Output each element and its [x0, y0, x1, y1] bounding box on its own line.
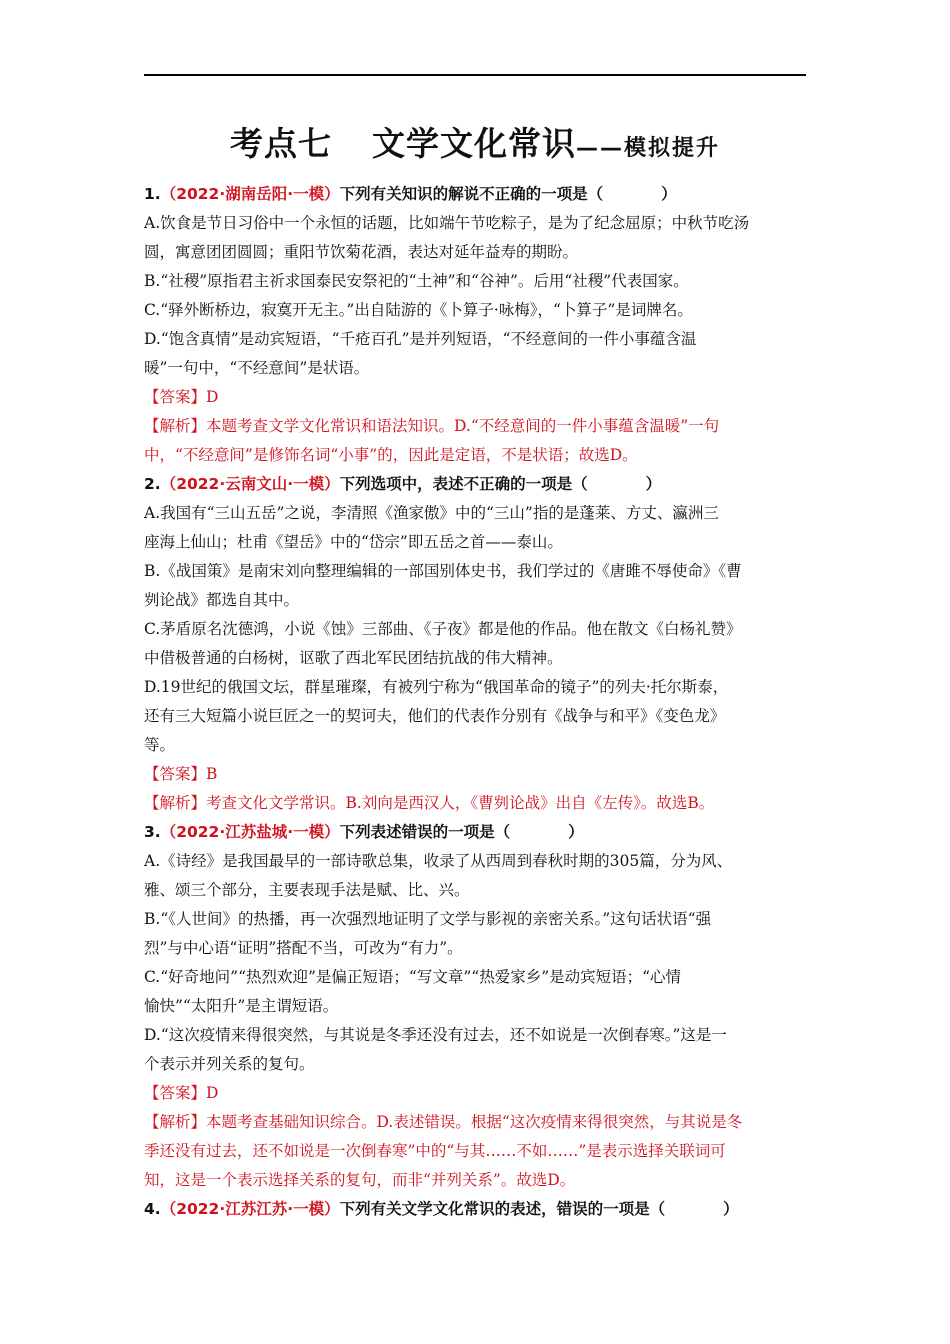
question-3-option-line: C.“好奇地问”“热烈欢迎”是偏正短语；“写文章”“热爱家乡”是动宾短语；“心情	[144, 968, 682, 986]
question-2-option-line: 等。	[144, 736, 176, 754]
question-3-option-line: 雅、颂三个部分，主要表现手法是赋、比、兴。	[144, 881, 470, 899]
question-2-option-line: 刿论战》都选自其中。	[144, 591, 300, 609]
question-1-option-line: 圆，寓意团团圆圆；重阳节饮菊花酒，表达对延年益寿的期盼。	[144, 243, 579, 261]
header-rule	[144, 74, 806, 76]
question-4-stem: 4.（2022·江苏江苏·一模）下列有关文学文化常识的表述，错误的一项是（ ）	[144, 1200, 739, 1218]
question-3-answer: 【答案】D	[144, 1084, 219, 1102]
questions-body	[144, 180, 806, 1224]
question-source: （2022·湖南岳阳·一模）	[160, 185, 340, 203]
question-3-option-line: D.“这次疫情来得很突然，与其说是冬季还没有过去，还不如说是一次倒春寒。”这是一	[144, 1026, 727, 1044]
question-1-option-line: D.“饱含真情”是动宾短语，“千疮百孔”是并列短语，“不经意间的一件小事蕴含温	[144, 330, 697, 348]
question-2-option-line: 座海上仙山；杜甫《望岳》中的“岱宗”即五岳之首——泰山。	[144, 533, 563, 551]
question-3-option-line: A.《诗经》是我国最早的一部诗歌总集，收录了从西周到春秋时期的305篇，分为风、	[144, 852, 733, 870]
question-source: （2022·云南文山·一模）	[160, 475, 340, 493]
question-1-option-line: C.“驿外断桥边，寂寞开无主。”出自陆游的《卜算子·咏梅》，“卜算子”是词牌名。	[144, 301, 693, 319]
question-2-option-line: 中借极普通的白杨树，讴歌了西北军民团结抗战的伟大精神。	[144, 649, 563, 667]
question-source: （2022·江苏江苏·一模）	[160, 1200, 340, 1218]
question-2-option-line: 还有三大短篇小说巨匠之一的契诃夫，他们的代表作分别有《战争与和平》《变色龙》	[144, 707, 726, 725]
title-topic: 文学文化常识	[371, 124, 576, 163]
question-1-option-line: 暖”一句中，“不经意间”是状语。	[144, 359, 370, 377]
question-3-option-line: B.“《人世间》的热播，再一次强烈地证明了文学与影视的亲密关系。”这句话状语“强	[144, 910, 712, 928]
question-3-option-line: 愉快”“太阳升”是主谓短语。	[144, 997, 339, 1015]
question-1-stem: 1.（2022·湖南岳阳·一模）下列有关知识的解说不正确的一项是（ ）	[144, 185, 677, 203]
question-3-analysis: 【解析】本题考查基础知识综合。D.表述错误。根据“这次疫情来得很突然，与其说是冬	[144, 1113, 743, 1131]
question-2-option-line: A.我国有“三山五岳”之说，李清照《渔家傲》中的“三山”指的是蓬莱、方丈、瀛洲三	[144, 504, 719, 522]
question-2-option-line: B.《战国策》是南宋刘向整理编辑的一部国别体史书，我们学过的《唐雎不辱使命》《曹	[144, 562, 742, 580]
question-3-option-line: 烈”与中心语“证明”搭配不当，可改为“有力”。	[144, 939, 463, 957]
title-main: 考点七	[229, 124, 332, 163]
question-1-option-line: A.饮食是节日习俗中一个永恒的话题，比如端午节吃粽子，是为了纪念屈原；中秋节吃汤	[144, 214, 750, 232]
page-title	[0, 118, 950, 165]
question-2-option-line: C.茅盾原名沈德鸿，小说《蚀》三部曲、《子夜》都是他的作品。他在散文《白杨礼赞》	[144, 620, 742, 638]
question-1-analysis: 【解析】本题考查文学文化常识和语法知识。D.“不经意间的一件小事蕴含温暖”一句	[144, 417, 720, 435]
question-1-analysis-line: 中，“不经意间”是修饰名词“小事”的，因此是定语，不是状语；故选D。	[144, 446, 638, 464]
title-sub: ——模拟提升	[575, 136, 720, 161]
question-1-option-line: B.“社稷”原指君主祈求国泰民安祭祀的“土神”和“谷神”。后用“社稷”代表国家。	[144, 272, 689, 290]
question-source: （2022·江苏盐城·一模）	[160, 823, 340, 841]
question-2-option-line: D.19世纪的俄国文坛，群星璀璨，有被列宁称为“俄国革命的镜子”的列夫·托尔斯泰，	[144, 678, 729, 696]
question-3-option-line: 个表示并列关系的复句。	[144, 1055, 315, 1073]
question-3-analysis-line: 知，这是一个表示选择关系的复句，而非“并列关系”。故选D。	[144, 1171, 576, 1189]
question-3-stem: 3.（2022·江苏盐城·一模）下列表述错误的一项是（ ）	[144, 823, 584, 841]
question-3-analysis-line: 季还没有过去，还不如说是一次倒春寒”中的“与其……不如……”是表示选择关联词可	[144, 1142, 726, 1160]
question-2-answer: 【答案】B	[144, 765, 218, 783]
question-1-answer: 【答案】D	[144, 388, 219, 406]
question-2-analysis: 【解析】考查文化文学常识。B.刘向是西汉人，《曹刿论战》出自《左传》。故选B。	[144, 794, 715, 812]
question-2-stem: 2.（2022·云南文山·一模）下列选项中，表述不正确的一项是（ ）	[144, 475, 662, 493]
